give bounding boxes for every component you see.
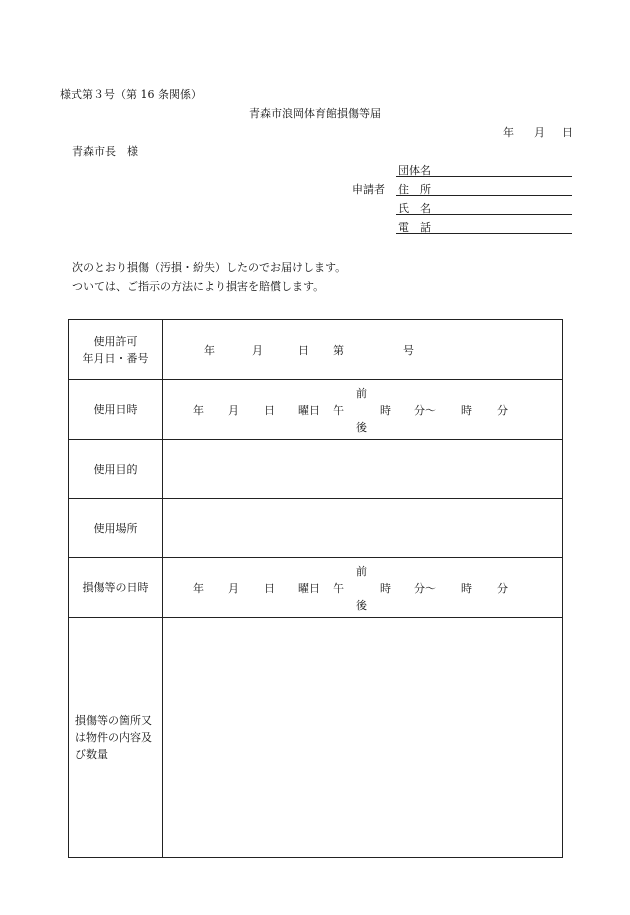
purpose-value-cell[interactable]: [163, 440, 563, 499]
use-minute-2: 分: [497, 404, 508, 417]
date-month: 月: [534, 126, 545, 139]
org-name-field[interactable]: [396, 176, 572, 177]
applicant-label: 申請者: [352, 183, 385, 196]
use-pm: 後: [356, 421, 367, 434]
details-label: [69, 618, 163, 858]
permit-dai: 第: [333, 344, 344, 357]
permit-year: 年: [204, 344, 215, 357]
use-minute-1: 分〜: [414, 404, 436, 417]
damage-hour-2: 時: [461, 582, 472, 595]
details-label-line-1: 損傷等の箇所又: [75, 714, 152, 727]
damage-day: 日: [264, 582, 275, 595]
purpose-row: [69, 440, 563, 499]
phone-label: 電 話: [398, 221, 431, 234]
details-row: [69, 618, 563, 858]
use-datetime-row: [69, 380, 563, 440]
damage-gozen: 午: [333, 582, 344, 595]
damage-year: 年: [193, 582, 204, 595]
name-field[interactable]: [396, 214, 572, 215]
use-weekday: 曜日: [298, 404, 320, 417]
report-table: [68, 319, 563, 858]
permit-value-cell[interactable]: [163, 320, 563, 380]
use-hour-2: 時: [461, 404, 472, 417]
use-gozen: 午: [333, 404, 344, 417]
address-label: 住 所: [398, 183, 431, 196]
damage-am: 前: [356, 565, 367, 578]
body-text-line-1: 次のとおり損傷（汚損・紛失）したのでお届けします。: [72, 261, 347, 274]
body-text-line-2: ついては、ご指示の方法により損害を賠償します。: [72, 280, 325, 293]
address-field[interactable]: [396, 195, 572, 196]
phone-field[interactable]: [396, 233, 572, 234]
permit-month: 月: [252, 344, 263, 357]
damage-datetime-label: 損傷等の日時: [69, 558, 163, 618]
damage-pm: 後: [356, 599, 367, 612]
damage-minute-1: 分〜: [414, 582, 436, 595]
permit-label: [69, 320, 163, 380]
permit-label-line-1: 使用許可: [93, 334, 138, 348]
date-day: 日: [562, 126, 573, 139]
damage-hour-1: 時: [380, 582, 391, 595]
details-label-line-3: び数量: [75, 748, 108, 761]
use-month: 月: [228, 404, 239, 417]
details-label-line-2: は物件の内容及: [75, 731, 152, 744]
use-day: 日: [264, 404, 275, 417]
place-row: [69, 499, 563, 558]
form-number: 様式第３号（第 16 条関係）: [60, 88, 202, 101]
date-year: 年: [503, 126, 514, 139]
org-name-label: 団体名: [398, 164, 431, 177]
damage-weekday: 曜日: [298, 582, 320, 595]
purpose-label: 使用目的: [69, 440, 163, 499]
use-am: 前: [356, 387, 367, 400]
use-hour-1: 時: [380, 404, 391, 417]
permit-day: 日: [298, 344, 309, 357]
damage-minute-2: 分: [497, 582, 508, 595]
use-datetime-label: 使用日時: [69, 380, 163, 440]
name-label: 氏 名: [398, 202, 431, 215]
document-title: 青森市浪岡体育館損傷等届: [249, 107, 381, 120]
damage-datetime-value-cell[interactable]: [163, 558, 563, 618]
details-value-cell[interactable]: [163, 618, 563, 858]
use-year: 年: [193, 404, 204, 417]
place-value-cell[interactable]: [163, 499, 563, 558]
permit-go: 号: [403, 344, 414, 357]
damage-month: 月: [228, 582, 239, 595]
damage-datetime-row: [69, 558, 563, 618]
permit-row: [69, 320, 563, 380]
addressee: 青森市長 様: [72, 145, 138, 158]
permit-label-line-2: 年月日・番号: [82, 351, 149, 365]
place-label: 使用場所: [69, 499, 163, 558]
use-datetime-value-cell[interactable]: [163, 380, 563, 440]
